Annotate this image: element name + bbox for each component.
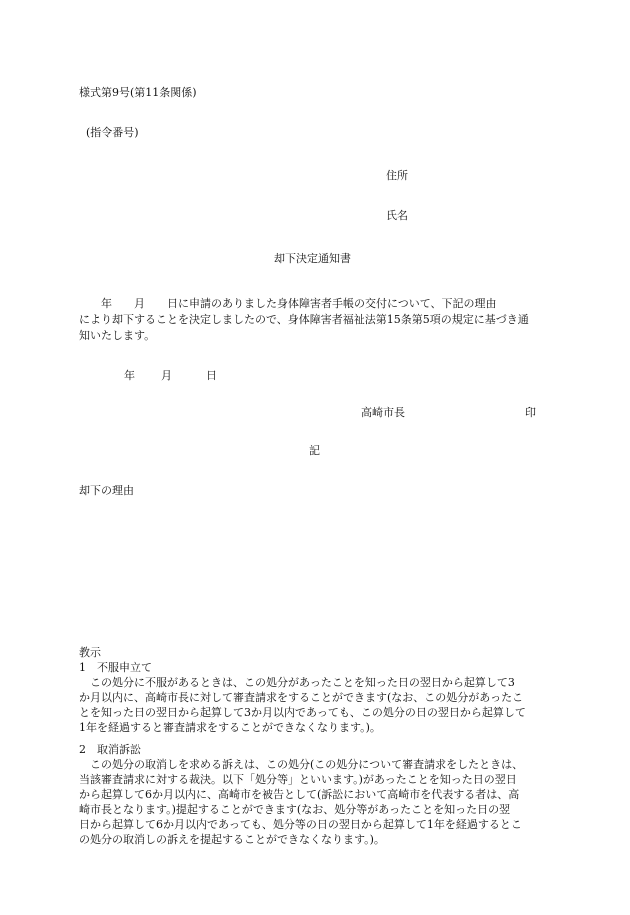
instruction-line: この処分の取消しを求める訴えは、この処分(この処分について審査請求をしたときは、 xyxy=(79,758,524,771)
seal-mark: 印 xyxy=(525,406,536,419)
form-label: 様式第9号(第11条関係) xyxy=(79,86,197,99)
name-label: 氏名 xyxy=(386,209,408,222)
issuer-name: 高崎市長 xyxy=(361,406,405,419)
instruction-line: か月以内に、高崎市長に対して審査請求をすることができます(なお、この処分があったこ xyxy=(79,691,524,704)
document-title: 却下決定通知書 xyxy=(274,252,351,265)
instruction-line: 日から起算して6か月以内であっても、処分等の日の翌日から起算して1年を経過するとこ xyxy=(79,818,522,831)
date-year: 年 xyxy=(124,369,135,382)
address-label: 住所 xyxy=(386,169,408,182)
instruction-line: の処分の取消しの訴えを提起することができなくなります。)。 xyxy=(79,833,385,846)
directive-number: (指令番号) xyxy=(86,126,139,139)
instruction-heading: 教示 xyxy=(79,646,101,659)
instruction-line: 当該審査請求に対する裁決。以下「処分等」といいます。)があったことを知った日の翌日 xyxy=(79,773,517,786)
reason-heading: 却下の理由 xyxy=(79,484,134,497)
body-paragraph xyxy=(79,296,529,344)
instruction-item1-text xyxy=(79,675,526,735)
instruction-item2-heading: 2 取消訴訟 xyxy=(79,743,141,756)
body-line: により却下することを決定しましたので、身体障害者福祉法第15条第5項の規定に基づき通 xyxy=(79,313,529,326)
date-day: 日 xyxy=(206,369,217,382)
date-month: 月 xyxy=(161,369,172,382)
instruction-item1-heading: 1 不服申立て xyxy=(79,661,152,674)
instruction-line: 崎市長となります。)提起することができます(なお、処分等があったことを知った日の翌 xyxy=(79,803,511,816)
ki-marker: 記 xyxy=(309,444,320,457)
instruction-line: から起算して6か月以内に、高崎市を被告として(訴訟において高崎市を代表する者は、高 xyxy=(79,788,520,801)
body-line: 知いたします。 xyxy=(79,329,156,342)
instruction-item2-text xyxy=(79,757,523,847)
instruction-line: 1年を経過すると審査請求をすることができなくなります。)。 xyxy=(79,721,381,734)
instruction-line: この処分に不服があるときは、この処分があったことを知った日の翌日から起算して3 xyxy=(79,676,515,689)
instruction-line: とを知った日の翌日から起算して3か月以内であっても、この処分の日の翌日から起算して xyxy=(79,706,526,719)
body-line: 年 月 日に申請のありました身体障害者手帳の交付について、下記の理由 xyxy=(79,297,497,310)
